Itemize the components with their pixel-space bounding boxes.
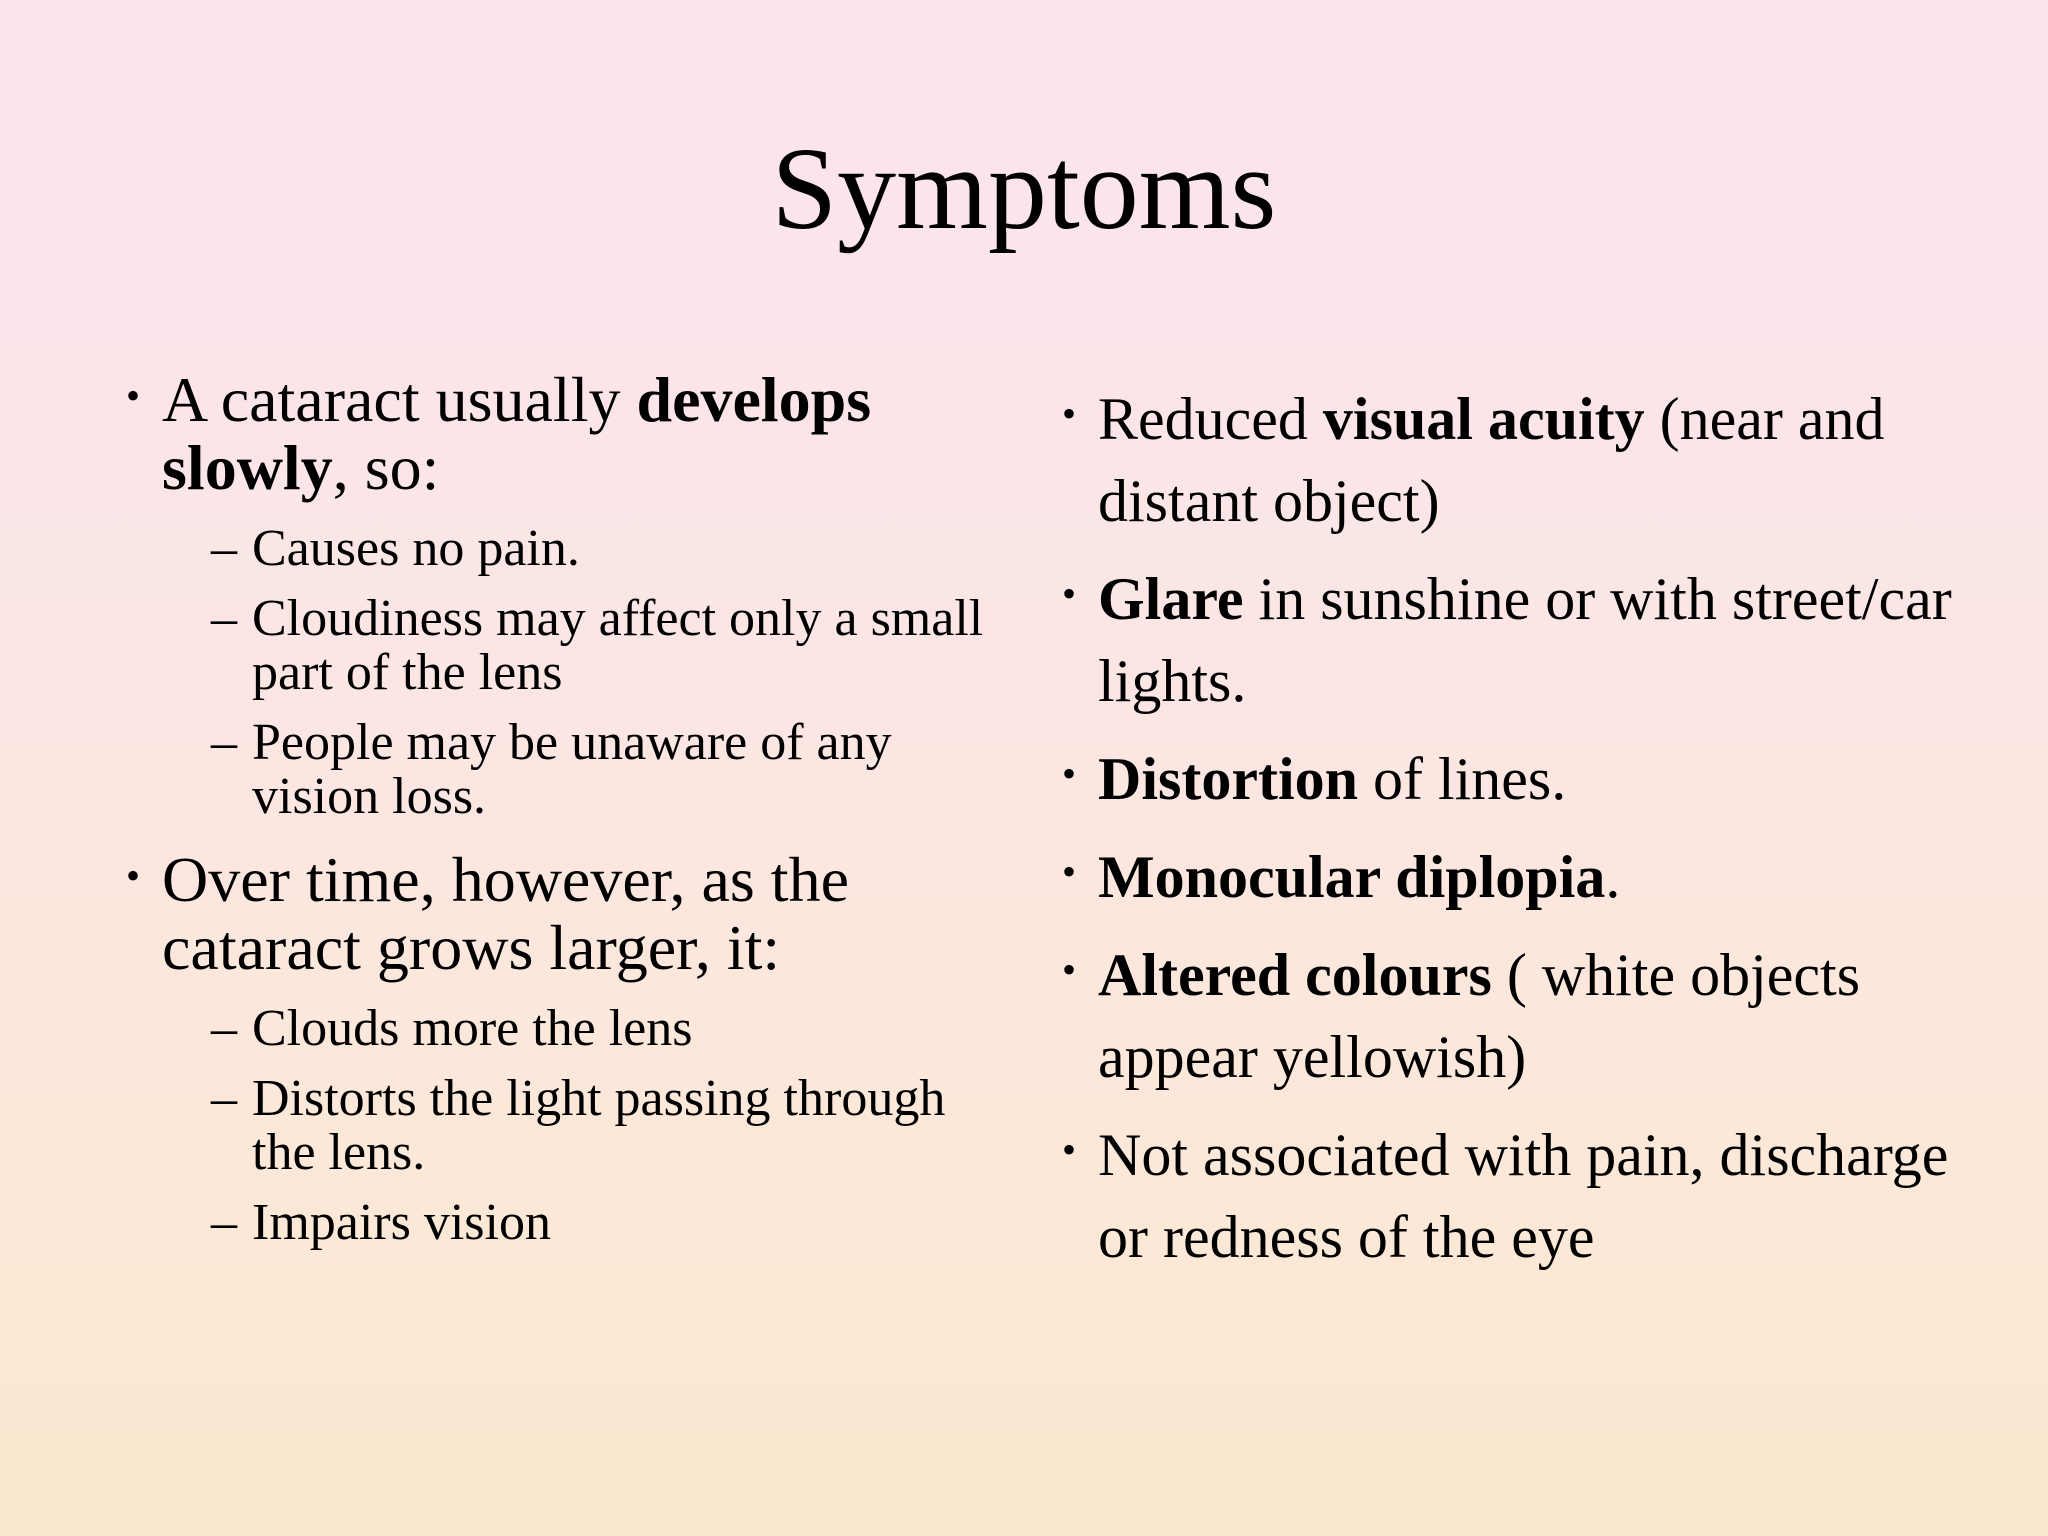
bullet-bold: develops slowly <box>162 364 872 503</box>
bullet-dot: • <box>1062 1127 1077 1172</box>
symptom-item <box>1062 1114 1962 1278</box>
sub-text: Causes no pain. <box>252 520 580 577</box>
sub-text: Impairs vision <box>252 1194 551 1251</box>
bullet-develops-slowly <box>126 366 986 502</box>
bullet-dot: • <box>1062 391 1077 436</box>
symptom-item <box>1062 738 1962 820</box>
symptom-bold: Glare <box>1098 566 1244 632</box>
sub-text: Distorts the light passing through the lens. <box>252 1070 946 1181</box>
sub-text: People may be unaware of any vision loss. <box>252 714 892 825</box>
bullet-text: Over time, however, as the cataract grows larger, it: <box>162 844 849 983</box>
dash: – <box>211 1194 237 1251</box>
dash: – <box>211 1070 237 1127</box>
symptom-bold: visual acuity <box>1322 386 1645 452</box>
bullet-over-time <box>126 846 986 982</box>
bullet-dot: • <box>1062 849 1077 894</box>
dash: – <box>211 714 237 771</box>
symptom-item <box>1062 558 1962 722</box>
bullet-dot: • <box>126 373 141 418</box>
sub-item <box>126 522 986 576</box>
bullet-dot: • <box>126 853 141 898</box>
symptom-item <box>1062 378 1962 542</box>
symptom-text: Reduced <box>1098 386 1323 452</box>
sub-text: Cloudiness may affect only a small part of the lens <box>252 590 984 701</box>
symptom-bold: Distortion <box>1098 746 1358 812</box>
sub-text: Clouds more the lens <box>252 1000 693 1057</box>
sub-item <box>126 592 986 700</box>
symptom-item <box>1062 836 1962 918</box>
bullet-text-end: , so: <box>332 432 440 503</box>
sub-item <box>126 716 986 824</box>
symptom-item <box>1062 934 1962 1098</box>
symptom-text-end: ( white objects appear yellowish) <box>1098 942 1861 1090</box>
symptom-text-end: in sunshine or with street/car lights. <box>1098 566 1952 714</box>
symptom-text-end: (near and distant object) <box>1098 386 1885 534</box>
sub-item <box>126 1072 986 1180</box>
dash: – <box>211 1000 237 1057</box>
symptom-bold: Monocular diplopia <box>1098 844 1606 910</box>
bullet-text: A cataract usually <box>162 364 637 435</box>
right-column <box>1062 378 1962 1294</box>
bullet-dot: • <box>1062 751 1077 796</box>
symptom-text-end: of lines. <box>1357 746 1567 812</box>
dash: – <box>211 590 237 647</box>
sub-item <box>126 1196 986 1250</box>
symptom-text-end: . <box>1605 844 1621 910</box>
left-column <box>126 366 986 1250</box>
dash: – <box>211 520 237 577</box>
sub-item <box>126 1002 986 1056</box>
symptom-text: Not associated with pain, discharge or redness of the eye <box>1098 1122 1949 1270</box>
slide-title: Symptoms <box>771 123 1277 254</box>
symptom-bold: Altered colours <box>1098 942 1492 1008</box>
bullet-dot: • <box>1062 571 1077 616</box>
bullet-dot: • <box>1062 947 1077 992</box>
